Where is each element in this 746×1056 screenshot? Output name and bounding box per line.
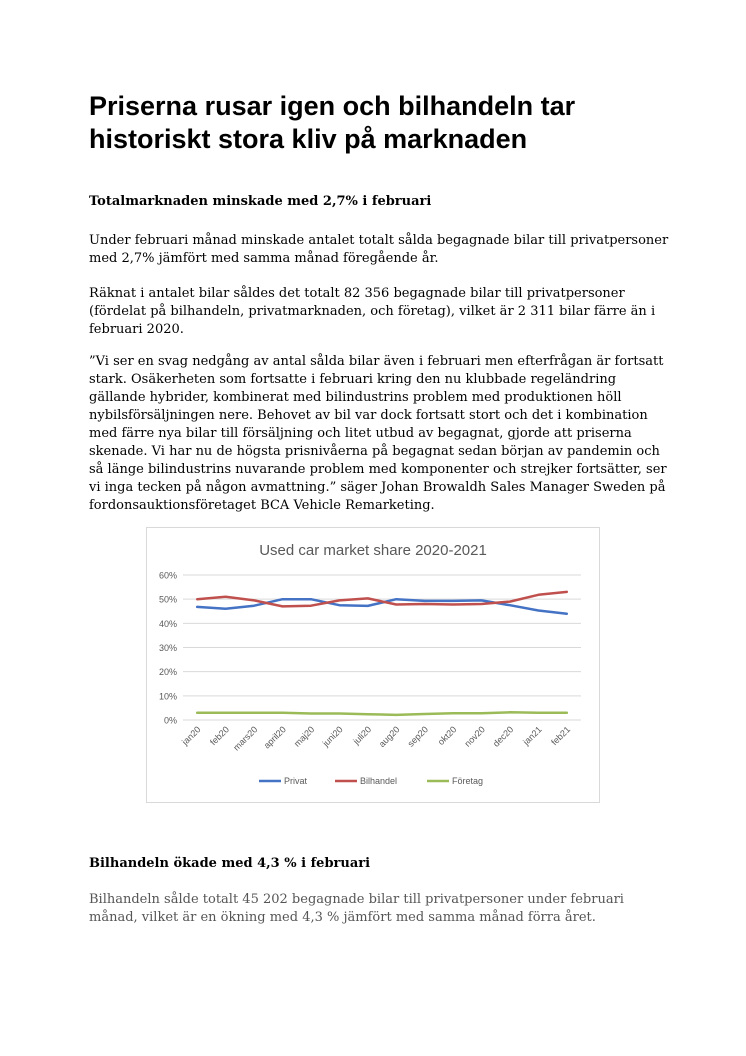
y-tick-label: 30%	[158, 643, 177, 653]
legend-label: Företag	[452, 776, 484, 786]
x-tick-label: sep20	[405, 724, 431, 749]
x-tick-label: feb21	[549, 724, 573, 748]
legend-label: Privat	[284, 776, 308, 786]
x-tick-label: mars20	[231, 724, 260, 753]
legend-item	[259, 776, 308, 786]
x-tick-label: jan20	[179, 724, 203, 747]
x-tick-label: feb20	[208, 724, 232, 748]
x-tick-label: aug20	[376, 724, 402, 750]
x-tick-label: nov20	[462, 724, 487, 749]
y-tick-label: 20%	[158, 667, 177, 678]
x-tick-label: dec20	[490, 724, 516, 749]
x-tick-label: april20	[261, 724, 288, 751]
chart-svg	[147, 528, 599, 802]
page-title: Priserna rusar igen och bilhandeln tar historiskt stora kliv på marknaden	[89, 91, 576, 154]
paragraph-count: Räknat i antalet bilar såldes det totalt 82 356 begagnade bilar till privatpersoner (fördelat på bilhandeln, privatmarknaden, och företag), vilket är 2 311 bilar färre än i februari 2020.	[89, 286, 656, 337]
legend-label: Bilhandel	[360, 776, 398, 786]
series-line-f-retag	[197, 712, 567, 715]
paragraph-bilhandeln: Bilhandeln sålde totalt 45 202 begagnade bilar till privatpersoner under februari månad, vilket är en ökning med 4,3 % jämfört med samma månad förra året.	[89, 892, 624, 925]
y-tick-label: 10%	[158, 691, 177, 702]
y-tick-label: 40%	[158, 618, 177, 629]
legend-item	[335, 776, 397, 786]
chart-title: Used car market share 2020-2021	[259, 542, 487, 559]
legend-item	[427, 776, 483, 786]
x-tick-label: okt20	[435, 724, 459, 747]
y-tick-label: 0%	[163, 715, 177, 726]
x-tick-label: juli20	[351, 724, 374, 747]
y-tick-label: 50%	[158, 594, 177, 605]
section-heading-bilhandeln: Bilhandeln ökade med 4,3 % i februari	[89, 856, 371, 871]
section-heading-totalmarknaden: Totalmarknaden minskade med 2,7% i februari	[89, 194, 432, 209]
paragraph-intro: Under februari månad minskade antalet totalt sålda begagnade bilar till privatpersoner med 2,7% jämfört med samma månad föregående år.	[89, 233, 669, 266]
x-tick-label: jan21	[521, 724, 544, 747]
x-tick-label: maj20	[291, 724, 317, 749]
y-tick-label: 60%	[158, 570, 177, 581]
paragraph-quote: ”Vi ser en svag nedgång av antal sålda bilar även i februari men efterfrågan är fortsatt stark. Osäkerheten som fortsatte i februari kring den nu klubbade regeländring gällande hybrider, kombinerat med bilindustrins problem med produktionen höll nybilsförsäljningen nere. Behovet av bil var dock fortsatt stort och det i kombination med färre nya bilar till försäljning och litet utbud av begagnat, gjorde att priserna skenade. Vi har nu de högsta prisnivåerna på begagnat sedan början av pandemin och så länge bilindustrins nuvarande problem med komponenter och strejker fortsätter, ser vi inga tecken på någon avmattning.” säger Johan Browaldh Sales Manager Sweden på fordonsauktionsföretaget BCA Vehicle Remarketing.	[89, 354, 667, 513]
x-tick-label: juni20	[320, 724, 345, 749]
market-share-chart	[146, 527, 600, 803]
